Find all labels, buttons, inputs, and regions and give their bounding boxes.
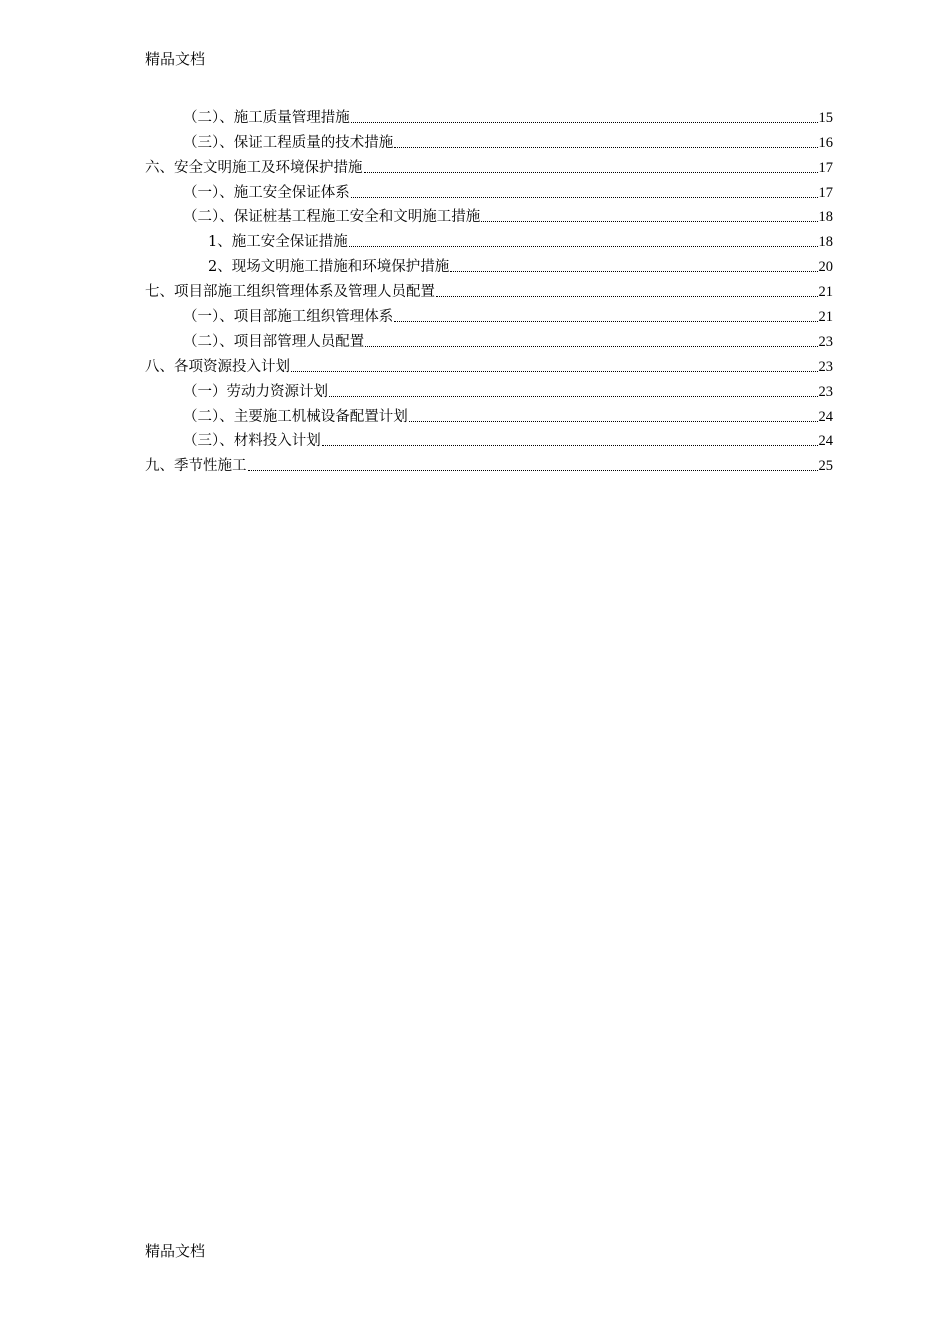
toc-entry[interactable] bbox=[145, 276, 833, 301]
toc-leader bbox=[351, 122, 818, 123]
toc-entry-title: （一）、施工安全保证体系 bbox=[183, 184, 350, 201]
toc-leader bbox=[329, 396, 818, 397]
toc-entry[interactable] bbox=[145, 450, 833, 475]
toc-entry-page: 24 bbox=[818, 433, 833, 450]
toc-entry-title: （二）、主要施工机械设备配置计划 bbox=[183, 408, 408, 425]
toc-entry-page: 23 bbox=[818, 358, 833, 375]
toc-entry-page: 17 bbox=[818, 184, 833, 201]
toc-leader bbox=[394, 321, 817, 322]
toc-entry-title: （三）、材料投入计划 bbox=[183, 433, 321, 450]
toc-entry-title: 九、季节性施工 bbox=[145, 458, 247, 475]
toc-leader bbox=[481, 221, 817, 222]
toc-leader bbox=[436, 296, 818, 297]
toc-entry-page: 25 bbox=[818, 458, 833, 475]
toc-entry-page: 23 bbox=[818, 333, 833, 350]
toc-leader bbox=[450, 271, 817, 272]
toc-leader bbox=[349, 246, 818, 247]
toc-entry[interactable] bbox=[145, 351, 833, 376]
toc-entry[interactable] bbox=[145, 326, 833, 351]
toc-leader bbox=[364, 172, 818, 173]
toc-entry-title: （三）、保证工程质量的技术措施 bbox=[183, 134, 394, 151]
page-footer: 精品文档 bbox=[145, 1242, 206, 1260]
toc-leader bbox=[322, 445, 818, 446]
table-of-contents bbox=[145, 102, 833, 475]
toc-entry[interactable] bbox=[145, 152, 833, 177]
toc-entry[interactable] bbox=[145, 202, 833, 227]
toc-entry[interactable] bbox=[145, 127, 833, 152]
toc-entry-title: （二）、施工质量管理措施 bbox=[183, 109, 350, 126]
toc-entry-page: 24 bbox=[818, 408, 833, 425]
toc-leader bbox=[394, 147, 817, 148]
toc-entry[interactable] bbox=[145, 426, 833, 451]
toc-entry-page: 15 bbox=[818, 109, 833, 126]
toc-entry-title: 六、安全文明施工及环境保护措施 bbox=[145, 159, 363, 176]
toc-entry[interactable] bbox=[145, 401, 833, 426]
toc-entry[interactable] bbox=[145, 226, 833, 251]
toc-leader bbox=[351, 197, 818, 198]
toc-entry-title: （一）、项目部施工组织管理体系 bbox=[183, 309, 394, 326]
page-header: 精品文档 bbox=[145, 50, 206, 68]
toc-entry-page: 21 bbox=[818, 309, 833, 326]
toc-leader bbox=[365, 346, 817, 347]
toc-entry-title: 1、施工安全保证措施 bbox=[208, 234, 348, 251]
toc-entry-title: （二）、保证桩基工程施工安全和文明施工措施 bbox=[183, 209, 481, 226]
toc-entry-page: 18 bbox=[818, 234, 833, 251]
toc-entry-title: 七、项目部施工组织管理体系及管理人员配置 bbox=[145, 284, 435, 301]
toc-entry[interactable] bbox=[145, 301, 833, 326]
toc-entry-page: 20 bbox=[818, 259, 833, 276]
toc-entry-page: 16 bbox=[818, 134, 833, 151]
toc-entry-title: 八、各项资源投入计划 bbox=[145, 358, 290, 375]
toc-entry-page: 21 bbox=[818, 284, 833, 301]
toc-entry[interactable] bbox=[145, 102, 833, 127]
toc-entry[interactable] bbox=[145, 376, 833, 401]
toc-entry-title: 2、现场文明施工措施和环境保护措施 bbox=[208, 259, 450, 276]
toc-entry-page: 23 bbox=[818, 383, 833, 400]
toc-entry[interactable] bbox=[145, 251, 833, 276]
toc-entry-page: 18 bbox=[818, 209, 833, 226]
toc-leader bbox=[291, 371, 818, 372]
toc-entry-title: （二）、项目部管理人员配置 bbox=[183, 333, 365, 350]
toc-leader bbox=[409, 421, 818, 422]
toc-entry-page: 17 bbox=[818, 159, 833, 176]
toc-entry[interactable] bbox=[145, 177, 833, 202]
toc-entry-title: （一）劳动力资源计划 bbox=[183, 383, 328, 400]
toc-leader bbox=[248, 470, 818, 471]
